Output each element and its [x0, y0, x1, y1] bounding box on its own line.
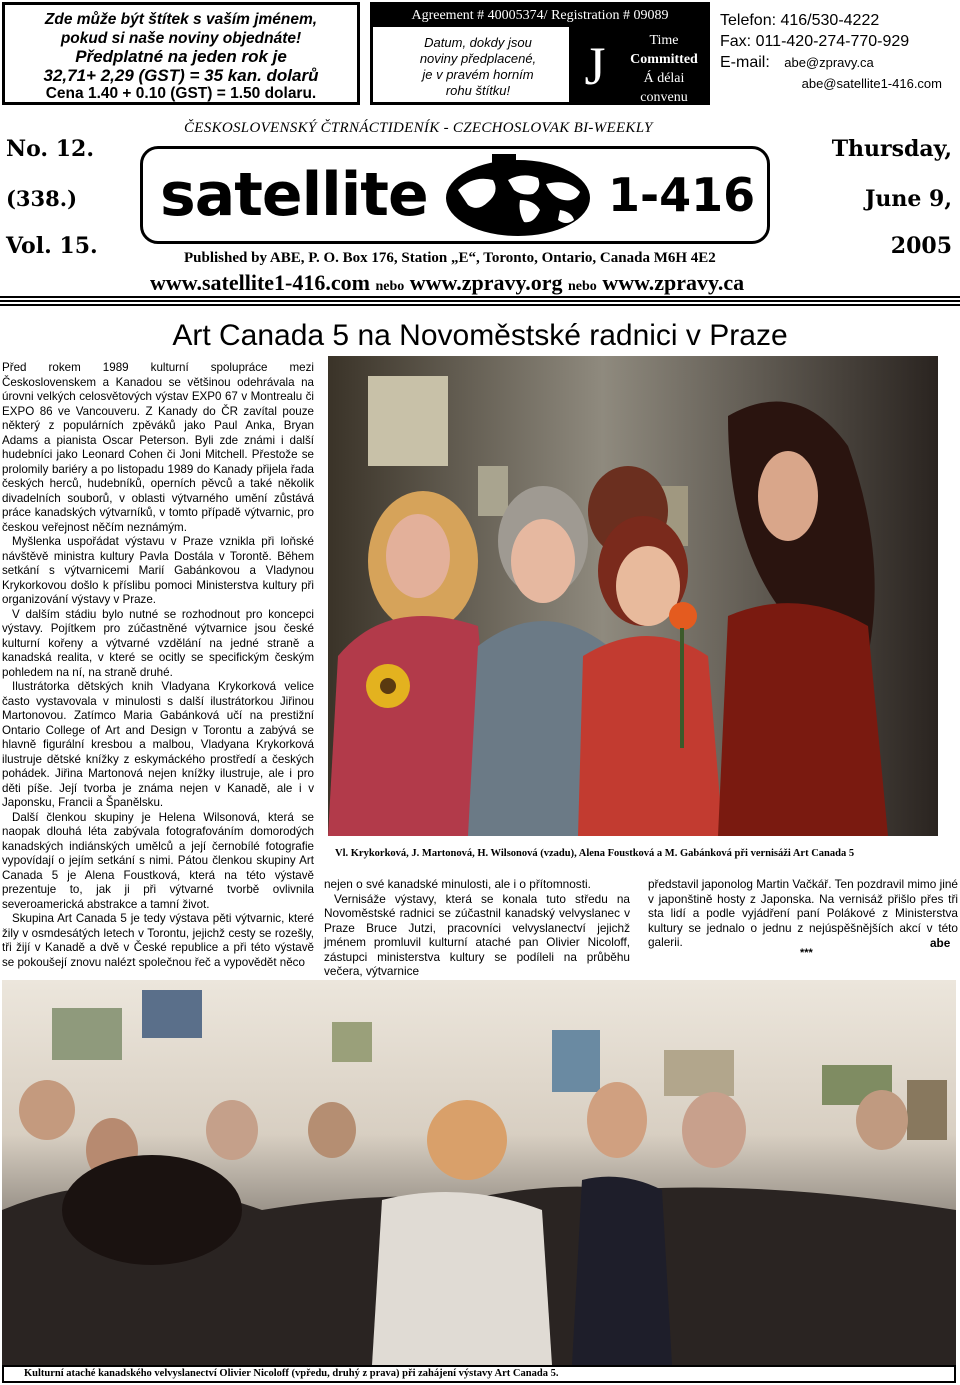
issue-total: (338.) — [6, 186, 78, 211]
article-paragraph: Skupina Art Canada 5 je tedy výstava pěti výtvarnic, které žily v osmdesátých letech v Torontu, jejichž cesty se rozešly, tři žijí v Kanadě a dvě v České republice a při této výstavě se pokoušejí znovu nalézt společnou řeč a vypovědět něco — [2, 912, 314, 969]
article-column-2 — [324, 877, 630, 979]
nebo-text: nebo — [375, 279, 405, 294]
agreement-note-line: je v pravém horním — [422, 67, 534, 82]
article-headline: Art Canada 5 na Novoměstské radnici v Praze — [172, 319, 788, 352]
article-paragraph: Ilustrátorka dětských knih Vladyana Krykorková velice často vystavovala v minulosti s další ilustrátorkou Jiřinou Martonovou. Zatímco Maria Gabánková učí na prestižní Ontario College of Art and Design v Torontu a zabývá se hlavně figurální kresbou a malbou, Vladyana Krykorková ilustruje dětské knížky z eskymáckého prostředí a českých pohádek. Jiřina Martonová nejen knížky ilustruje, ale i pro děti píše. Její tvorba je známa nejen v Kanadě, ale i v Japonsku, Francii a Španělsku. — [2, 680, 314, 809]
issue-year: 2005 — [890, 233, 952, 259]
email-label: E-mail: — [720, 54, 770, 71]
tc-line: convenu — [640, 90, 688, 105]
article-paragraph: Myšlenka uspořádat výstavu v Praze vznikla při loňské návštěvě ministra kultury Pavla Dostála v Torontě. Během setkání s výtvarnicemi Marií Gabánkovou a Vladynou Krykorkovou došlo k příslibu pomoci Ministerstva kultury při organizování výstavy v Praze. — [2, 535, 314, 606]
tc-line: Committed — [630, 52, 698, 67]
issue-weekday: Thursday, — [831, 136, 952, 162]
fax: Fax: 011-420-274-770-929 — [720, 33, 910, 50]
agreement-header: Agreement # 40005374/ Registration # 09089 — [373, 5, 707, 27]
agreement-note-line: noviny předplacené, — [419, 51, 537, 66]
volume: Vol. 15. — [6, 233, 98, 259]
masthead-rule — [0, 296, 960, 306]
tc-line: Á délai — [643, 71, 685, 86]
author-signature: abe — [930, 936, 951, 950]
email-row — [720, 52, 956, 73]
masthead-kicker: ČESKOSLOVENSKÝ ČTRNÁCTIDENÍK - CZECHOSLOVAK BI-WEEKLY — [184, 120, 653, 136]
article-column-3: představil japonolog Martin Vačkář. Ten pozdravil mimo jiné v japonštině hosty z Japonska. Na vernisáž přišlo přes tři sta lidí a podle vyjádření paní Polákové z Ministerstva kultury se jednalo o jednu z nejúspěšnějších akcí v této galerii. — [648, 877, 958, 949]
globe-logo-icon — [438, 150, 598, 240]
article-paragraph: Vernisáže výstavy, která se konala tuto středu na Novoměstské radnici se zúčastnil kanadský velvyslanec v Praze Bruce Jutzi, pracovníci velvyslanectví jejichž jménem promluvil kulturní ataché pan Olivier Nicoloff, zástupci ministerstva kultury se podíleli na průběhu večera, výtvarnice — [324, 891, 630, 978]
contact-info — [720, 10, 956, 94]
subscription-line: 32,71+ 2,29 (GST) = 35 kan. dolarů — [43, 65, 319, 85]
agreement-box — [370, 2, 710, 105]
subscription-price: Cena 1.40 + 0.10 (GST) = 1.50 dolaru. — [45, 85, 317, 102]
j-logo: J — [569, 27, 621, 105]
subscription-line: pokud si naše noviny objednáte! — [60, 29, 302, 47]
masthead-number: 1-416 — [608, 168, 756, 222]
photo-caption: Vl. Krykorková, J. Martonová, H. Wilsonová (vzadu), Alena Foustková a M. Gabánková při vernisáži Art Canada 5 — [335, 848, 855, 859]
phone: Telefon: 416/530-4222 — [720, 12, 880, 29]
publisher-line: Published by ABE, P. O. Box 176, Station „E“, Toronto, Ontario, Canada M6H 4E2 — [184, 250, 716, 266]
vernissage-photo — [328, 356, 938, 836]
agreement-note-line: rohu štítku! — [445, 83, 511, 98]
photo-caption: Kulturní ataché kanadského velvyslanectví Olivier Nicoloff (vpředu, druhý z prava) při zahájení výstavy Art Canada 5. — [24, 1368, 559, 1379]
nebo-text: nebo — [568, 279, 597, 294]
issue-date: June 9, — [864, 186, 952, 212]
tc-line: Time — [649, 33, 679, 48]
article-paragraph: nejen o své kanadské minulosti, ale i o přítomnosti. — [324, 877, 591, 891]
article-paragraph: Před rokem 1989 kulturní spolupráce mezi Československem a Kanadou se většinou odehrávala na úrovni velkých celosvětových výstav EXP0 67 v Montrealu či EXPO 86 ve Vancouveru. Z Kanady do ČR zavítal pouze některý z populárních zpěváků jako Paul Anka, Bryan Adams a pianista Oscar Peterson. Byli zde známi i další hudebníci jako Leonard Cohen či Joni Mitchell. Přestože se prolomily bariéry a po listopadu 1989 do Kanady přijela řada českých herců, hudebníků, operních pěvců a také několik divadelních souborů, v oblasti výtvarného umění zůstává práce kanadských výtvarníků, v tomto případě výtvarnic, pro českou veřejnost něčím neznámým. — [2, 361, 314, 534]
email-link[interactable]: abe@satellite1-416.com — [801, 76, 942, 91]
website-link[interactable]: www.zpravy.ca — [602, 270, 745, 295]
subscription-line: Předplatné na jeden rok je — [75, 47, 287, 66]
agreement-note-line: Datum, dokdy jsou — [424, 35, 532, 50]
email-link[interactable]: abe@zpravy.ca — [784, 55, 874, 70]
website-links — [150, 270, 744, 296]
agreement-note — [393, 35, 563, 99]
section-separator: *** — [800, 947, 813, 959]
subscription-box — [2, 2, 360, 105]
website-link[interactable]: www.zpravy.org — [409, 270, 563, 295]
issue-number: No. 12. — [6, 136, 94, 162]
masthead-name: satellite — [160, 160, 428, 230]
article-paragraph: Další členkou skupiny je Helena Wilsonová, která se naopak dlouhá léta zabývala fotografováním domorodých kanadských indiánských umělců a její černobílé fotografie vypovídají o jejím setkání s nimi. Pátou členkou skupiny Art Canada 5 je Alena Foustková, která na této výstavě prezentuje to, jak ji při výtvarné tvorbě ovlivnila severoamerická abstrakce a tamní život. — [2, 810, 314, 911]
subscription-line: Zde může být štítek s vaším jménem, — [44, 11, 318, 28]
article-paragraph: V dalším stádiu bylo nutné se rozhodnout pro koncepci výstavy. Pojítkem pro zúčastněné výtvarnice jsou české kulturní kořeny a výtvarné vzdělání na jedné straně a kanadská realita, v které se ocitly se specifickým českým pohledem na ní, na straně druhé. — [2, 607, 314, 679]
gallery-crowd-photo — [2, 980, 956, 1365]
website-link[interactable]: www.satellite1-416.com — [150, 270, 370, 295]
article-column-1 — [2, 361, 314, 970]
time-committed-block — [621, 27, 707, 105]
